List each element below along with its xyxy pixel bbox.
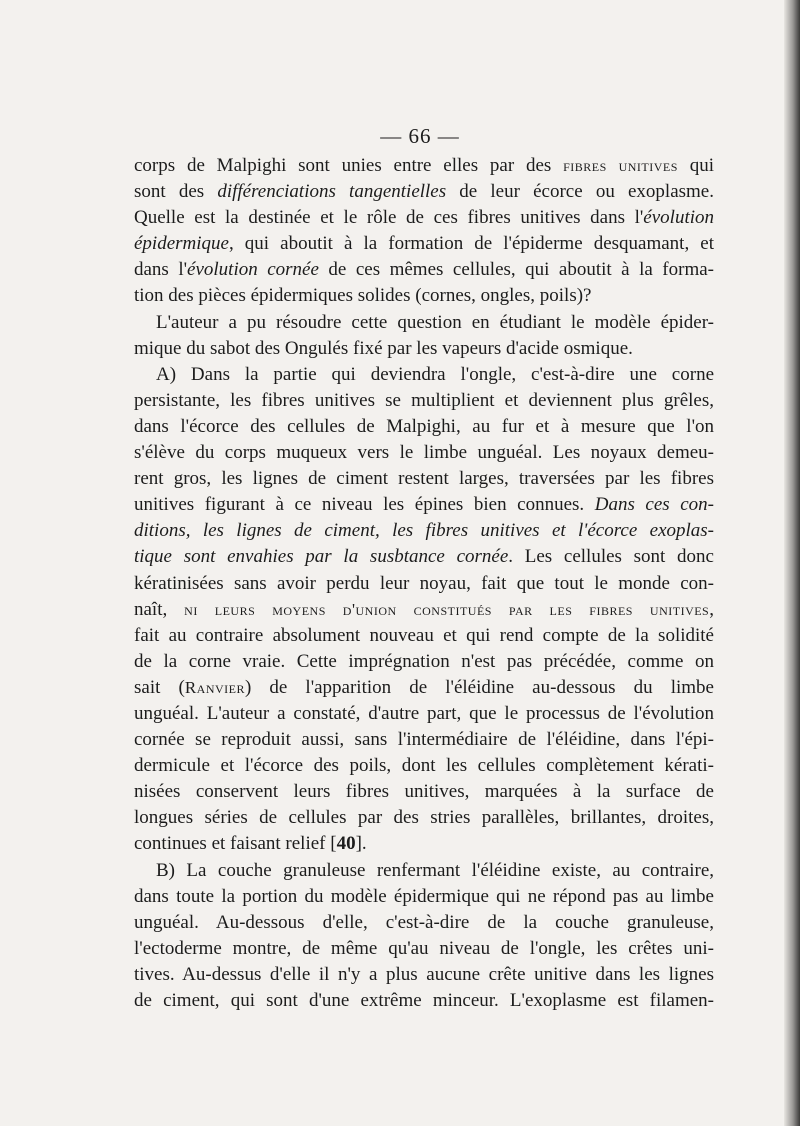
text-line bbox=[134, 518, 714, 544]
italic-span: évolution bbox=[643, 207, 714, 229]
text-line bbox=[134, 910, 714, 936]
text-span: tives. Au-dessus d'elle il n'y a plus aucune crête unitive dans les lignes bbox=[134, 963, 714, 985]
italic-span: Dans ces con- bbox=[594, 494, 715, 516]
text-line bbox=[134, 544, 714, 570]
text-line bbox=[134, 205, 714, 231]
text-span: dermicule et l'écorce des poils, dont les cellules complètement kérati- bbox=[134, 755, 714, 777]
text-span: Quelle est la destinée et le rôle de ces fibres unitives dans l' bbox=[134, 207, 644, 229]
text-span: de ces mêmes cellules, qui aboutit à la forma- bbox=[318, 259, 714, 281]
text-line bbox=[134, 884, 714, 910]
text-line bbox=[134, 831, 714, 857]
small-caps-span: Ranvier bbox=[184, 677, 245, 697]
text-line bbox=[134, 153, 714, 179]
text-span: . Les cellules sont donc bbox=[508, 546, 714, 568]
text-line bbox=[134, 466, 714, 492]
text-line bbox=[134, 779, 714, 805]
text-line bbox=[134, 362, 714, 388]
text-line bbox=[134, 649, 714, 675]
text-line bbox=[134, 753, 714, 779]
text-span: unguéal. Au-dessous d'elle, c'est-à-dire de la couche granuleuse, bbox=[134, 911, 714, 933]
text-line bbox=[134, 962, 714, 988]
text-span: sait ( bbox=[134, 676, 185, 698]
text-line bbox=[134, 805, 714, 831]
text-line bbox=[134, 440, 714, 466]
text-span: nisées conservent leurs fibres unitives, marquées à la surface de bbox=[134, 781, 714, 803]
text-span: B) La couche granuleuse renfermant l'éléidine existe, au contraire, bbox=[156, 859, 714, 881]
text-span: de la corne vraie. Cette imprégnation n'est pas précédée, comme on bbox=[134, 650, 714, 672]
text-line bbox=[134, 858, 714, 884]
text-span: sont des bbox=[134, 181, 218, 203]
text-span: naît, bbox=[134, 598, 185, 620]
italic-span: tique sont envahies par la susbtance cornée bbox=[134, 546, 509, 568]
text-span: ]. bbox=[355, 833, 367, 855]
text-span: A) Dans la partie qui deviendra l'ongle, c'est-à-dire une corne bbox=[156, 363, 714, 385]
text-span: tion des pièces épidermiques solides (cornes, ongles, poils)? bbox=[134, 285, 592, 307]
reference-number: 40 bbox=[336, 833, 356, 855]
text-line bbox=[134, 336, 714, 362]
text-line bbox=[134, 414, 714, 440]
text-span: corps de Malpighi sont unies entre elles par des bbox=[134, 155, 564, 176]
text-span: , bbox=[709, 598, 714, 620]
text-line bbox=[134, 623, 714, 649]
text-line bbox=[134, 310, 714, 336]
text-line bbox=[134, 988, 714, 1014]
text-line bbox=[134, 179, 714, 205]
text-line bbox=[134, 388, 714, 414]
italic-span: évolution cornée bbox=[187, 259, 319, 281]
text-line bbox=[134, 283, 714, 309]
text-span: dans l'écorce des cellules de Malpighi, au fur et à mesure que l'on bbox=[134, 415, 714, 437]
text-line bbox=[134, 257, 714, 283]
italic-span: épidermique bbox=[134, 233, 229, 255]
text-line bbox=[134, 231, 714, 257]
text-span: kératinisées sans avoir perdu leur noyau, fait que tout le monde con- bbox=[134, 572, 714, 594]
text-span: de leur écorce ou exoplasme. bbox=[446, 181, 714, 203]
italic-span: ditions, les lignes de ciment, les fibres unitives et l'écorce exoplas- bbox=[134, 520, 714, 542]
text-line bbox=[134, 571, 714, 597]
text-span: unguéal. L'auteur a constaté, d'autre part, que le processus de l'évolution bbox=[134, 702, 714, 724]
body-text bbox=[134, 153, 714, 1014]
text-span: qui bbox=[677, 155, 714, 176]
text-span: de ciment, qui sont d'une extrême minceur. L'exoplasme est filamen- bbox=[134, 990, 714, 1011]
italic-span: différenciations tangentielles bbox=[217, 181, 447, 203]
text-span: cornée se reproduit aussi, sans l'intermédiaire de l'éléidine, dans l'épi- bbox=[134, 729, 714, 751]
text-span: rent gros, les lignes de ciment restent larges, traversées par les fibres bbox=[134, 468, 714, 490]
text-span: dans toute la portion du modèle épidermique qui ne répond pas au limbe bbox=[134, 885, 714, 907]
text-span: persistante, les fibres unitives se multiplient et deviennent plus grêles, bbox=[134, 389, 714, 411]
text-span: dans l' bbox=[134, 259, 188, 281]
text-span: , qui aboutit à la formation de l'épiderme desquamant, et bbox=[228, 233, 714, 255]
text-span: L'auteur a pu résoudre cette question en étudiant le modèle épider- bbox=[156, 311, 714, 333]
text-line bbox=[134, 727, 714, 753]
text-span: fait au contraire absolument nouveau et qui rend compte de la solidité bbox=[134, 624, 714, 646]
text-line bbox=[134, 675, 714, 701]
text-span: s'élève du corps muqueux vers le limbe unguéal. Les noyaux demeu- bbox=[134, 442, 714, 464]
page-edge-shadow bbox=[784, 0, 800, 1126]
page-number: — 66 — bbox=[380, 124, 460, 148]
small-caps-span: ni leurs moyens d'union constitués par les fibres unitives bbox=[184, 599, 710, 619]
text-span: mique du sabot des Ongulés fixé par les vapeurs d'acide osmique. bbox=[134, 337, 633, 359]
small-caps-span: fibres unitives bbox=[563, 156, 678, 175]
text-span: ) de l'apparition de l'éléidine au-dessous du limbe bbox=[244, 676, 714, 698]
text-span: continues et faisant relief [ bbox=[134, 833, 337, 855]
text-line bbox=[134, 701, 714, 727]
text-line bbox=[134, 936, 714, 962]
text-line bbox=[134, 492, 714, 518]
text-span: unitives figurant à ce niveau les épines bien connues. bbox=[134, 494, 595, 516]
text-line bbox=[134, 597, 714, 623]
text-span: longues séries de cellules par des stries parallèles, brillantes, droites, bbox=[134, 807, 714, 829]
text-span: l'ectoderme montre, de même qu'au niveau de l'ongle, les crêtes uni- bbox=[134, 937, 714, 959]
